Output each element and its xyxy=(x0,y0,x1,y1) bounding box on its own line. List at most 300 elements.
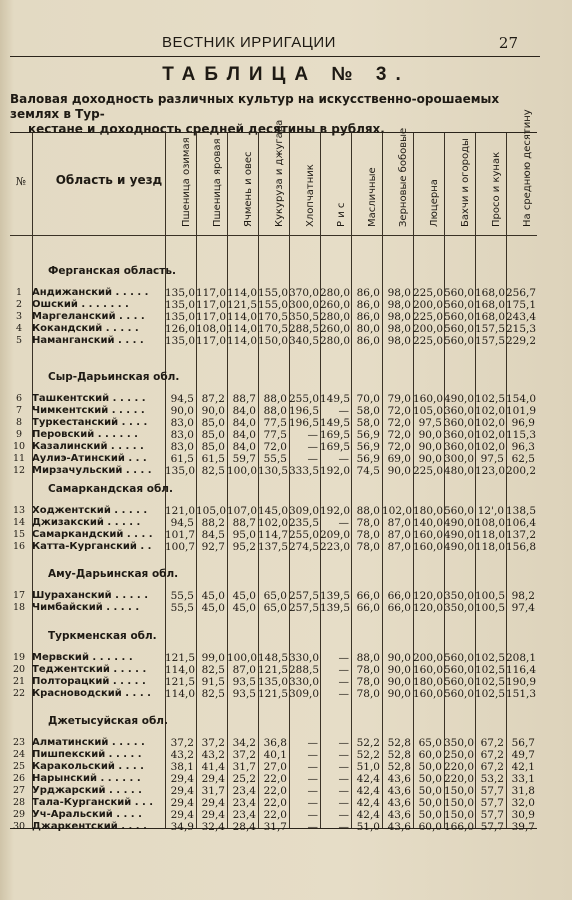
row-number: 22 xyxy=(12,688,26,699)
cell-value: 114,0 xyxy=(165,664,196,676)
cell-value: 330,0 xyxy=(289,652,320,664)
cell-value: 95,0 xyxy=(232,529,256,541)
cell-value: 166,0 xyxy=(444,821,475,833)
cell-value: 42,4 xyxy=(356,809,380,821)
table-row xyxy=(10,688,537,700)
region-heading: Джетысуйская обл. xyxy=(48,715,168,727)
cell-value: 229,2 xyxy=(506,335,537,347)
cell-value: 121,5 xyxy=(165,652,196,664)
cell-value: — xyxy=(307,453,318,465)
cell-value: 100,7 xyxy=(165,541,196,553)
table-row xyxy=(10,797,537,809)
cell-value: 70,0 xyxy=(356,393,380,405)
cell-value: 80,0 xyxy=(356,323,380,335)
cell-value: 96,3 xyxy=(511,441,535,453)
cell-value: 33,1 xyxy=(511,773,535,785)
cell-value: 57,7 xyxy=(480,785,504,797)
cell-value: 94,5 xyxy=(170,517,194,529)
column-header-label: Р и с xyxy=(335,202,347,227)
cell-value: 107,0 xyxy=(227,505,258,517)
cell-value: 84,5 xyxy=(201,529,225,541)
cell-value: 60,0 xyxy=(418,821,442,833)
cell-value: — xyxy=(338,737,349,749)
district-name: Урджарский . . . . . xyxy=(32,785,142,796)
cell-value: 257,5 xyxy=(289,590,320,602)
cell-value: 42,4 xyxy=(356,773,380,785)
table-row xyxy=(10,429,537,441)
cell-value: 117,0 xyxy=(196,299,227,311)
row-number: 23 xyxy=(12,737,26,748)
row-number: 26 xyxy=(12,773,26,784)
table-row xyxy=(10,676,537,688)
cell-value: 90,0 xyxy=(201,405,225,417)
cell-value: 180,0 xyxy=(413,676,444,688)
cell-value: 52,2 xyxy=(356,749,380,761)
cell-value: 106,4 xyxy=(506,517,537,529)
district-name: Шураханский . . . . . xyxy=(32,590,149,601)
caption-line-2: кестане и доходность средней десятины в рублях. xyxy=(28,122,385,136)
cell-value: 156,8 xyxy=(506,541,537,553)
cell-value: 52,8 xyxy=(387,749,411,761)
column-header-label: Бахчи и огороды xyxy=(459,138,471,227)
cell-value: 61,5 xyxy=(201,453,225,465)
cell-value: 90,0 xyxy=(418,453,442,465)
cell-value: 77,5 xyxy=(263,417,287,429)
cell-value: 360,0 xyxy=(444,429,475,441)
cell-value: 151,3 xyxy=(506,688,537,700)
cell-value: 31,7 xyxy=(201,785,225,797)
region-heading: Ферганская область. xyxy=(48,265,176,277)
cell-value: 117,0 xyxy=(196,311,227,323)
cell-value: 135,0 xyxy=(258,676,289,688)
cell-value: 93,5 xyxy=(232,676,256,688)
cell-value: 88,0 xyxy=(263,405,287,417)
district-name: Ходжентский . . . . . xyxy=(32,505,148,516)
cell-value: 170,5 xyxy=(258,323,289,335)
cell-value: 116,4 xyxy=(506,664,537,676)
district-name: Алматинский . . . . . xyxy=(32,737,145,748)
running-header xyxy=(0,34,572,54)
row-number: 6 xyxy=(15,393,23,404)
cell-value: 102,0 xyxy=(382,505,413,517)
cell-value: 340,5 xyxy=(289,335,320,347)
cell-value: 370,0 xyxy=(289,287,320,299)
cell-value: 102,5 xyxy=(475,393,506,405)
row-number: 19 xyxy=(12,652,26,663)
cell-value: — xyxy=(338,761,349,773)
cell-value: 79,0 xyxy=(387,393,411,405)
cell-value: 288,5 xyxy=(289,664,320,676)
row-number: 30 xyxy=(12,821,26,832)
cell-value: 208,1 xyxy=(506,652,537,664)
cell-value: 88,2 xyxy=(201,517,225,529)
cell-value: 114,0 xyxy=(227,323,258,335)
cell-value: 137,2 xyxy=(506,529,537,541)
cell-value: 45,0 xyxy=(232,590,256,602)
cell-value: 69,0 xyxy=(387,453,411,465)
row-number: 2 xyxy=(15,299,23,310)
cell-value: 560,0 xyxy=(444,287,475,299)
cell-value: 90,0 xyxy=(387,664,411,676)
column-header-label: Пшеница яровая xyxy=(211,138,223,227)
district-name: Казалинский . . . . . xyxy=(32,441,144,452)
district-name: Мирзачульский . . . . xyxy=(32,465,152,476)
cell-value: 114,0 xyxy=(165,688,196,700)
cell-value: 360,0 xyxy=(444,417,475,429)
cell-value: 560,0 xyxy=(444,505,475,517)
district-name: Перовский . . . . . . xyxy=(32,429,138,440)
cell-value: 190,9 xyxy=(506,676,537,688)
column-header xyxy=(227,133,258,233)
cell-value: 157,5 xyxy=(475,323,506,335)
cell-value: 97,5 xyxy=(418,417,442,429)
cell-value: 43,6 xyxy=(387,809,411,821)
cell-value: 43,6 xyxy=(387,797,411,809)
cell-value: 56,9 xyxy=(356,429,380,441)
cell-value: 223,0 xyxy=(320,541,351,553)
header-number: № xyxy=(15,175,27,188)
cell-value: 60,0 xyxy=(418,749,442,761)
cell-value: 31,7 xyxy=(232,761,256,773)
cell-value: 30,9 xyxy=(511,809,535,821)
cell-value: 490,0 xyxy=(444,529,475,541)
district-name: Джизакский . . . . . xyxy=(32,517,141,528)
cell-value: — xyxy=(307,821,318,833)
row-number: 5 xyxy=(15,335,23,346)
row-number: 17 xyxy=(12,590,26,601)
cell-value: 135,0 xyxy=(165,311,196,323)
table-row xyxy=(10,311,537,323)
cell-value: 85,0 xyxy=(201,441,225,453)
cell-value: 120,0 xyxy=(413,590,444,602)
cell-value: 256,7 xyxy=(506,287,537,299)
district-name: Аулиэ-Атинский . . . xyxy=(32,453,147,464)
cell-value: 168,0 xyxy=(475,287,506,299)
cell-value: 36,8 xyxy=(263,737,287,749)
cell-value: 84,0 xyxy=(232,405,256,417)
cell-value: 215,3 xyxy=(506,323,537,335)
cell-value: 72,0 xyxy=(387,429,411,441)
cell-value: 92,7 xyxy=(201,541,225,553)
cell-value: 157,5 xyxy=(475,335,506,347)
cell-value: 90,0 xyxy=(387,652,411,664)
cell-value: 255,0 xyxy=(289,393,320,405)
page-number: 27 xyxy=(498,34,518,52)
cell-value: 260,0 xyxy=(320,323,351,335)
cell-value: 78,0 xyxy=(356,676,380,688)
cell-value: 31,7 xyxy=(263,821,287,833)
cell-value: 350,0 xyxy=(444,737,475,749)
cell-value: 135,0 xyxy=(165,465,196,477)
cell-value: 67,2 xyxy=(480,737,504,749)
cell-value: 168,0 xyxy=(475,311,506,323)
cell-value: 57,7 xyxy=(480,797,504,809)
cell-value: 61,5 xyxy=(170,453,194,465)
column-header xyxy=(444,133,475,233)
table-row xyxy=(10,821,537,833)
column-header xyxy=(475,133,506,233)
cell-value: 62,5 xyxy=(511,453,535,465)
table-row xyxy=(10,417,537,429)
district-name: Туркестанский . . . . xyxy=(32,417,148,428)
cell-value: 42,4 xyxy=(356,785,380,797)
district-name: Уч-Аральский . . . . xyxy=(32,809,142,820)
cell-value: 160,0 xyxy=(413,529,444,541)
cell-value: — xyxy=(307,441,318,453)
cell-value: 560,0 xyxy=(444,652,475,664)
cell-value: 100,5 xyxy=(475,590,506,602)
cell-value: 31,8 xyxy=(511,785,535,797)
table-row xyxy=(10,517,537,529)
cell-value: 102,0 xyxy=(258,517,289,529)
cell-value: 139,5 xyxy=(320,602,351,614)
row-number: 9 xyxy=(15,429,23,440)
cell-value: 38,1 xyxy=(170,761,194,773)
cell-value: 25,2 xyxy=(232,773,256,785)
cell-value: 117,0 xyxy=(196,335,227,347)
cell-value: 135,0 xyxy=(165,335,196,347)
district-name: Самаркандский . . . . xyxy=(32,529,153,540)
cell-value: 192,0 xyxy=(320,465,351,477)
table-row xyxy=(10,287,537,299)
column-divider xyxy=(258,133,259,828)
column-header xyxy=(413,133,444,233)
cell-value: 98,0 xyxy=(387,335,411,347)
cell-value: 12',0 xyxy=(477,505,504,517)
cell-value: 91,5 xyxy=(201,676,225,688)
cell-value: 66,0 xyxy=(387,590,411,602)
header-area: Область и уезд xyxy=(55,173,163,187)
row-number: 15 xyxy=(12,529,26,540)
cell-value: 250,0 xyxy=(444,749,475,761)
row-number: 14 xyxy=(12,517,26,528)
cell-value: 150,0 xyxy=(444,809,475,821)
cell-value: 87,0 xyxy=(387,517,411,529)
table-row xyxy=(10,441,537,453)
cell-value: 83,0 xyxy=(170,429,194,441)
cell-value: — xyxy=(338,517,349,529)
cell-value: 83,0 xyxy=(170,441,194,453)
cell-value: 90,0 xyxy=(387,688,411,700)
cell-value: 22,0 xyxy=(263,785,287,797)
cell-value: 243,4 xyxy=(506,311,537,323)
cell-value: 102,5 xyxy=(475,688,506,700)
cell-value: 169,5 xyxy=(320,441,351,453)
row-number: 28 xyxy=(12,797,26,808)
column-divider xyxy=(196,133,197,828)
row-number: 11 xyxy=(12,453,26,464)
cell-value: 209,0 xyxy=(320,529,351,541)
cell-value: 100,0 xyxy=(227,652,258,664)
cell-value: 49,7 xyxy=(511,749,535,761)
district-name: Кокандский . . . . . xyxy=(32,323,139,334)
table-row xyxy=(10,335,537,347)
cell-value: — xyxy=(338,821,349,833)
cell-value: 45,0 xyxy=(201,602,225,614)
journal-title: ВЕСТНИК ИРРИГАЦИИ xyxy=(162,34,336,51)
district-name: Теджентский . . . . . xyxy=(32,664,147,675)
cell-value: 50,0 xyxy=(418,785,442,797)
table-row xyxy=(10,299,537,311)
cell-value: 168,0 xyxy=(475,299,506,311)
cell-value: — xyxy=(338,785,349,797)
table-row xyxy=(10,602,537,614)
cell-value: 52,8 xyxy=(387,761,411,773)
district-name: Нарынский . . . . . . xyxy=(32,773,141,784)
cell-value: 66,0 xyxy=(387,602,411,614)
district-name: Каракольский . . . . xyxy=(32,761,144,772)
cell-value: 225,0 xyxy=(413,287,444,299)
cell-value: 330,0 xyxy=(289,676,320,688)
cell-value: 155,0 xyxy=(258,299,289,311)
cell-value: 23,4 xyxy=(232,785,256,797)
cell-value: 32,0 xyxy=(511,797,535,809)
district-name: Маргеланский . . . . xyxy=(32,311,145,322)
table-row xyxy=(10,465,537,477)
column-divider xyxy=(413,133,414,828)
cell-value: 65,0 xyxy=(263,590,287,602)
cell-value: — xyxy=(338,652,349,664)
cell-value: 90,0 xyxy=(418,429,442,441)
table-row xyxy=(10,785,537,797)
cell-value: 135,0 xyxy=(165,299,196,311)
row-number: 12 xyxy=(12,465,26,476)
cell-value: 114,0 xyxy=(227,311,258,323)
cell-value: 98,2 xyxy=(511,590,535,602)
cell-value: 78,0 xyxy=(356,541,380,553)
cell-value: 139,5 xyxy=(320,590,351,602)
district-name: Мервский . . . . . . xyxy=(32,652,133,663)
column-header-label: На среднюю десятину xyxy=(521,109,533,227)
cell-value: 88,7 xyxy=(232,393,256,405)
table-row xyxy=(10,664,537,676)
cell-value: 101,9 xyxy=(506,405,537,417)
cell-value: 23,4 xyxy=(232,809,256,821)
row-number: 7 xyxy=(15,405,23,416)
cell-value: 288,5 xyxy=(289,323,320,335)
column-divider xyxy=(32,133,33,828)
cell-value: 148,5 xyxy=(258,652,289,664)
cell-value: 102,5 xyxy=(475,676,506,688)
cell-value: 43,2 xyxy=(170,749,194,761)
cell-value: 52,8 xyxy=(387,737,411,749)
cell-value: 39,7 xyxy=(511,821,535,833)
table-row xyxy=(10,505,537,517)
cell-value: 56,9 xyxy=(356,441,380,453)
cell-value: 180,0 xyxy=(413,505,444,517)
cell-value: 155,0 xyxy=(258,287,289,299)
cell-value: 22,0 xyxy=(263,773,287,785)
column-header-label: Хлопчатник xyxy=(304,164,316,227)
cell-value: 42,4 xyxy=(356,797,380,809)
column-divider xyxy=(227,133,228,828)
cell-value: — xyxy=(307,737,318,749)
region-heading: Туркменская обл. xyxy=(48,630,157,642)
column-header xyxy=(351,133,382,233)
cell-value: 72,0 xyxy=(387,417,411,429)
cell-value: 78,0 xyxy=(356,664,380,676)
cell-value: 29,4 xyxy=(201,797,225,809)
cell-value: 108,0 xyxy=(196,323,227,335)
cell-value: 200,2 xyxy=(506,465,537,477)
cell-value: 55,5 xyxy=(170,590,194,602)
cell-value: 121,0 xyxy=(165,505,196,517)
cell-value: 108,0 xyxy=(475,517,506,529)
cell-value: 53,2 xyxy=(480,773,504,785)
cell-value: — xyxy=(338,688,349,700)
cell-value: 560,0 xyxy=(444,299,475,311)
cell-value: 37,2 xyxy=(201,737,225,749)
column-header xyxy=(196,133,227,233)
cell-value: 34,9 xyxy=(170,821,194,833)
region-heading: Сыр-Дарьинская обл. xyxy=(48,371,180,383)
row-number: 13 xyxy=(12,505,26,516)
cell-value: 350,0 xyxy=(444,602,475,614)
column-header xyxy=(506,109,537,233)
cell-value: — xyxy=(338,405,349,417)
cell-value: 55,5 xyxy=(170,602,194,614)
cell-value: 560,0 xyxy=(444,688,475,700)
column-header-label: Масличные xyxy=(366,167,378,227)
column-header xyxy=(258,119,289,233)
cell-value: 101,7 xyxy=(165,529,196,541)
cell-value: 192,0 xyxy=(320,505,351,517)
cell-value: 309,0 xyxy=(289,688,320,700)
cell-value: 29,4 xyxy=(170,773,194,785)
cell-value: 140,0 xyxy=(413,517,444,529)
cell-value: 65,0 xyxy=(263,602,287,614)
cell-value: 84,0 xyxy=(232,417,256,429)
cell-value: 41,4 xyxy=(201,761,225,773)
column-divider xyxy=(506,133,507,828)
cell-value: 99,0 xyxy=(201,652,225,664)
cell-value: 37,2 xyxy=(170,737,194,749)
cell-value: 72,0 xyxy=(387,405,411,417)
cell-value: 98,0 xyxy=(387,323,411,335)
cell-value: 29,4 xyxy=(170,797,194,809)
table-row xyxy=(10,453,537,465)
cell-value: 490,0 xyxy=(444,517,475,529)
cell-value: 135,0 xyxy=(165,287,196,299)
cell-value: — xyxy=(338,453,349,465)
cell-value: 98,0 xyxy=(387,311,411,323)
row-number: 25 xyxy=(12,761,26,772)
cell-value: — xyxy=(307,773,318,785)
district-name: Андижанский . . . . . xyxy=(32,287,149,298)
cell-value: 82,5 xyxy=(201,664,225,676)
cell-value: 72,0 xyxy=(387,441,411,453)
region-heading: Аму-Дарьинская обл. xyxy=(48,568,179,580)
cell-value: 56,7 xyxy=(511,737,535,749)
column-divider xyxy=(320,133,321,828)
cell-value: 43,6 xyxy=(387,773,411,785)
row-number: 4 xyxy=(15,323,23,334)
table-row xyxy=(10,529,537,541)
cell-value: 123,0 xyxy=(475,465,506,477)
cell-value: 43,6 xyxy=(387,785,411,797)
cell-value: 220,0 xyxy=(444,773,475,785)
district-name: Пишпекский . . . . . xyxy=(32,749,142,760)
cell-value: 88,0 xyxy=(356,505,380,517)
cell-value: 59,7 xyxy=(232,453,256,465)
cell-value: 490,0 xyxy=(444,541,475,553)
cell-value: 50,0 xyxy=(418,773,442,785)
district-name: Джаркентский . . . . xyxy=(32,821,147,832)
cell-value: 22,0 xyxy=(263,809,287,821)
cell-value: 86,0 xyxy=(356,311,380,323)
cell-value: 560,0 xyxy=(444,335,475,347)
column-divider xyxy=(444,133,445,828)
